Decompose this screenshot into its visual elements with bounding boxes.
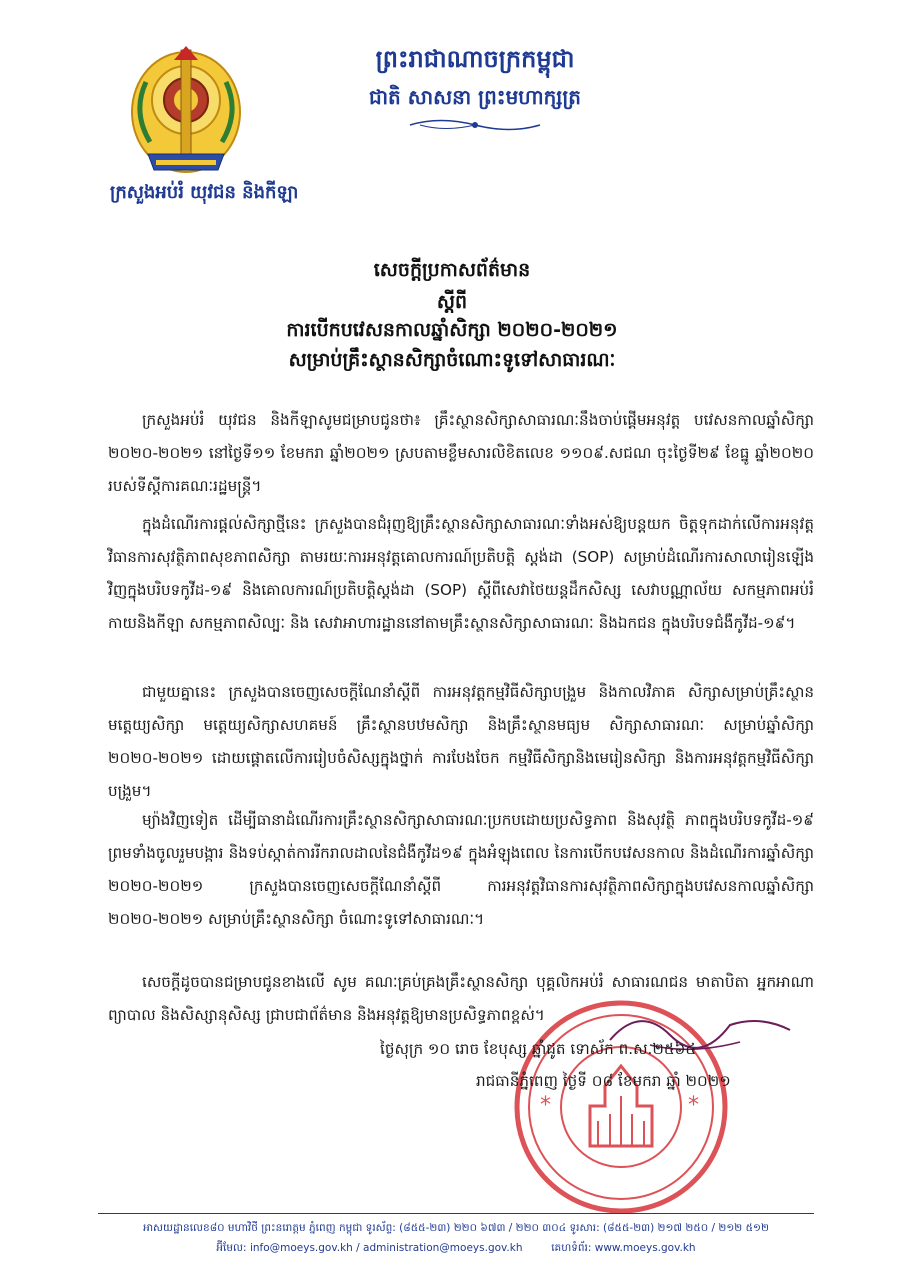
solar-date-place: រាជធានីភ្នំពេញ ថ្ងៃទី ០៨ ខែមករា ឆ្នាំ ២០២១ — [476, 1072, 731, 1090]
ministry-name: ក្រសួងអប់រំ យុវជន និងកីឡា — [110, 182, 299, 203]
announcement-title: សេចក្តីប្រកាសព័ត៌មាន — [373, 259, 531, 281]
body-paragraph: ក្នុងដំណើរការផ្តល់សិក្សាថ្មីនេះ ក្រសួងបានជំរុញឱ្យគ្រឹះស្ថានសិក្សាសាធារណៈទាំងអស់ឱ្យបន្តយក ចិត្តទុកដាក់លើការអនុវត្តវិធានការសុវត្ថិភាពសុខភាពសិក្សា តាមរយៈការអនុវត្តគោលការណ៍ប្រតិបត្តិ ស្តង់ដា (SOP) សម្រាប់ដំណើរការសាលារៀនឡើងវិញក្នុងបរិបទកូវីដ-១៩ និងគោលការណ៍ប្រតិបត្តិស្តង់ដា (SOP) ស្តីពីសេវាថៃយន្តដឹកសិស្ស សេវាបណ្ណាល័យ សកម្មភាពអប់រំកាយនិងកីឡា សកម្មភាពសិល្បៈ និង សេវាអាហារដ្ឋាននៅតាមគ្រឹះស្ថានសិក្សាសាធារណៈ និងឯកជន ក្នុងបរិបទជំងឺកូវីដ-១៩។ — [108, 515, 814, 632]
email-link[interactable]: info@moeys.gov.kh / administration@moeys.gov.kh — [249, 1242, 523, 1254]
ornament-divider-icon — [400, 116, 550, 134]
national-motto: ជាតិ សាសនា ព្រះមហាក្សត្រ — [369, 85, 581, 109]
body-paragraph: សេចក្តីដូចបានជម្រាបជូនខាងលើ សូម គណៈគ្រប់គ្រងគ្រឹះស្ថានសិក្សា បុគ្គលិកអប់រំ សាធារណជន មាតាបិតា អ្នកអាណាព្យាបាល និងសិស្សានុសិស្ស ជ្រាបជាព័ត៌មាន និងអនុវត្តឱ្យមានប្រសិទ្ធភាពខ្ពស់។ — [108, 973, 814, 1024]
footer-contact — [98, 1242, 814, 1257]
lunar-date: ថ្ងៃសុក្រ ១០ រោច ខែបុស្ស ឆ្នាំជូត ទោស័ក ព.ស.២៥៦៤ — [380, 1040, 697, 1058]
email-label: អ៊ីមែល: — [216, 1242, 247, 1254]
announcement-audience: សម្រាប់គ្រឹះស្ថានសិក្សាចំណោះទូទៅសាធារណៈ — [288, 349, 616, 371]
website-label: គេហទំព័រ: — [551, 1242, 592, 1254]
svg-text:*: * — [688, 1093, 699, 1118]
announcement-subject-label: ស្តីពី — [436, 291, 468, 313]
footer-divider — [98, 1213, 814, 1214]
announcement-subject: ការបើកបវេសនកាលឆ្នាំសិក្សា ២០២០-២០២១ — [286, 319, 618, 341]
body-paragraph: ម្យ៉ាងវិញទៀត ដើម្បីធានាដំណើរការគ្រឹះស្ថានសិក្សាសាធារណៈប្រកបដោយប្រសិទ្ធភាព និងសុវត្ថិ ភាពក្នុងបរិបទកូវីដ-១៩ ព្រមទាំងចូលរួមបង្ការ និងទប់ស្កាត់ការរីករាលដាលនៃជំងឺកូវីដ១៩ ក្នុងអំឡុងពេល នៃការបើកបវេសនកាល និងដំណើរការឆ្នាំសិក្សា ២០២០-២០២១ ក្រសួងបានចេញសេចក្តីណែនាំស្តីពី ការអនុវត្តវិធានការសុវត្ថិភាពសិក្សាក្នុងបវេសនកាលឆ្នាំសិក្សា ២០២០-២០២១ សម្រាប់គ្រឹះស្ថានសិក្សា ចំណោះទូទៅសាធារណៈ។ — [108, 811, 814, 928]
kingdom-title: ព្រះរាជាណាចក្រកម្ពុជា — [375, 44, 575, 73]
body-paragraph: ក្រសួងអប់រំ យុវជន និងកីឡាសូមជម្រាបជូនថា៖ គ្រឹះស្ថានសិក្សាសាធារណៈនឹងចាប់ផ្តើមអនុវត្ត បវេសនកាលឆ្នាំសិក្សា ២០២០-២០២១ នៅថ្ងៃទី១១ ខែមករា ឆ្នាំ២០២១ ស្របតាមខ្លឹមសារលិខិតលេខ ១១០៩.សជណ ចុះថ្ងៃទី២៩ ខែធ្នូ ឆ្នាំ២០២០ របស់ទីស្តីការគណៈរដ្ឋមន្ត្រី។ — [108, 411, 814, 495]
royal-emblem-icon — [128, 42, 244, 182]
body-paragraph: ជាមួយគ្នានេះ ក្រសួងបានចេញសេចក្តីណែនាំស្តីពី ការអនុវត្តកម្មវិធីសិក្សាបង្រួម និងកាលវិភាគ សិក្សាសម្រាប់គ្រឹះស្ថានមត្តេយ្យសិក្សា មត្តេយ្យសិក្សាសហគមន៍ គ្រឹះស្ថានបឋមសិក្សា និងគ្រឹះស្ថានមធ្យម សិក្សាសាធារណៈ សម្រាប់ឆ្នាំសិក្សា ២០២០-២០២១ ដោយផ្តោតលើការរៀបចំសិស្សក្នុងថ្នាក់ ការបែងចែក កម្មវិធីសិក្សានិងមេរៀនសិក្សា និងការអនុវត្តកម្មវិធីសិក្សាបង្រួម។ — [108, 683, 814, 800]
website-link[interactable]: www.moeys.gov.kh — [594, 1242, 696, 1254]
footer-address: អាសយដ្ឋានលេខ៨០ មហាវិថី ព្រះនរោត្តម ភ្នំពេញ កម្ពុជា ទូរស័ព្ទ: (៨៥៥-២៣) ២២០ ៦៧៣ / ២២០ ៣០៤ ទូរសារ: (៨៥៥-២៣) ២១៧ ២៥០ / ២១២ ៥១២ — [143, 1222, 769, 1234]
svg-text:*: * — [540, 1093, 551, 1118]
